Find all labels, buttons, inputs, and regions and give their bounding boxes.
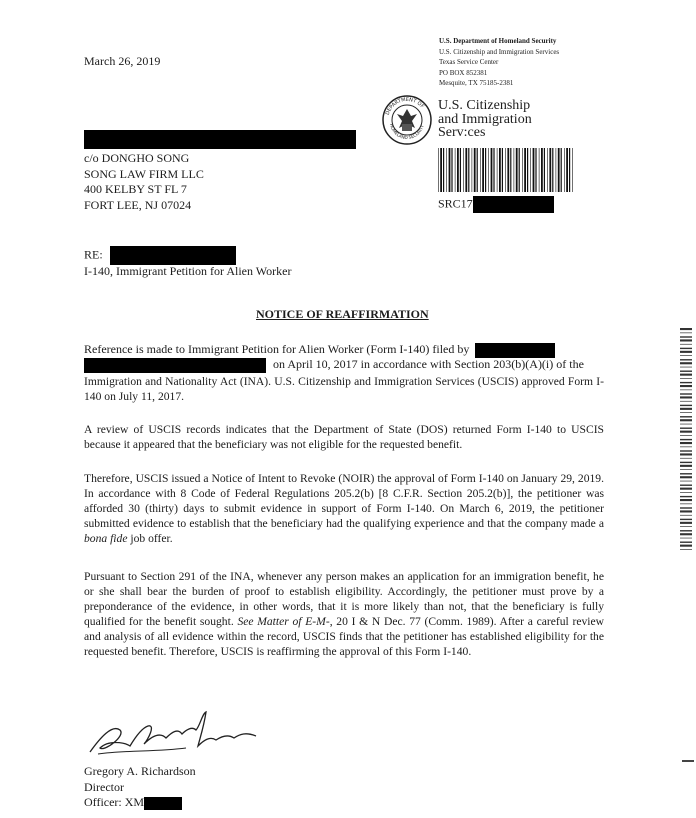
paragraph-2: A review of USCIS records indicates that the Department of State (DOS) returned Form I-140 to USCIS because it appeared that the beneficiary was not eligible for the requested benefit.	[84, 423, 604, 451]
signature-block	[84, 764, 196, 811]
redaction-bar	[84, 358, 266, 373]
redaction-bar	[110, 246, 236, 265]
receipt-number-line	[438, 196, 554, 213]
agency-city: Mesquite, TX 75185-2381	[439, 79, 514, 87]
address-line: FORT LEE, NJ 07024	[84, 197, 192, 212]
redaction-bar	[475, 343, 555, 358]
scan-mark	[682, 760, 694, 762]
handwritten-signature	[86, 706, 266, 764]
re-form: I-140, Immigrant Petition for Alien Worker	[84, 264, 292, 278]
receipt-prefix: SRC17	[438, 196, 473, 211]
scan-margin-barcode-icon	[680, 328, 692, 550]
uscis-logo-text	[438, 99, 532, 140]
address-line: SONG LAW FIRM LLC	[84, 166, 204, 181]
letter-date: March 26, 2019	[84, 54, 161, 68]
redaction-bar	[473, 196, 554, 213]
paragraph-1-rest: Immigration and Nationality Act (INA). U.S. Citizenship and Immigration Services (USCIS) approved Form I-140 on July 11, 2017.	[84, 375, 604, 403]
paragraph-1-line-2: on April 10, 2017 in accordance with Section 203(b)(A)(i) of the	[84, 357, 584, 373]
redaction-bar	[84, 130, 356, 149]
notice-title: NOTICE OF REAFFIRMATION	[256, 307, 429, 321]
recipient-address	[84, 151, 204, 213]
agency-department: U.S. Department of Homeland Security	[439, 37, 557, 45]
signer-name: Gregory A. Richardson	[84, 764, 196, 778]
agency-center: Texas Service Center	[439, 58, 499, 66]
uscis-logo-line3: Serv:ces	[438, 125, 486, 140]
agency-header	[439, 36, 559, 89]
uscis-logo-line2: and Immigration	[438, 111, 532, 127]
seal-text-top: DEPARTMENT OF	[384, 96, 426, 116]
dhs-seal-icon	[381, 94, 433, 146]
barcode-icon	[438, 148, 573, 192]
address-line: 400 KELBY ST FL 7	[84, 182, 187, 196]
seal-text-bottom: HOMELAND SECURITY	[388, 123, 426, 142]
uscis-logo-line1: U.S. Citizenship	[438, 98, 531, 113]
agency-po-box: PO BOX 852381	[439, 68, 488, 77]
paragraph-3: Therefore, USCIS issued a Notice of Intent to Revoke (NOIR) the approval of Form I-140 on January 29, 2019. In accordance with 8 Code of Federal Regulations 205.2(b) [8 C.F.R. Section 205.2(b)], the petitioner was afforded 30 (thirty) days to submit evidence in support of Form I-140. On March 6, 2019, the petitioner submitted evidence to establish that the beneficiary had the qualifying experience and that the company made a bona fide job offer.	[84, 472, 604, 545]
agency-division: U.S. Citizenship and Immigration Services	[439, 47, 560, 56]
paragraph-1-line-1: Reference is made to Immigrant Petition for Alien Worker (Form I-140) filed by	[84, 342, 555, 358]
italic-text: bona fide	[84, 532, 128, 545]
officer-line: Officer: XM	[84, 795, 196, 811]
signer-title: Director	[84, 779, 124, 794]
address-line: c/o DONGHO SONG	[84, 151, 190, 165]
redaction-bar	[144, 797, 182, 810]
paragraph-4: Pursuant to Section 291 of the INA, whenever any person makes an application for an immigration benefit, he or she shall bear the burden of proof to establish eligibility. Accordingly, the petitioner must prove by a preponderance of the evidence, in other words, that it is more likely than not, that the beneficiary is fully qualified for the benefit sought. See Matter of E-M-, 20 I & N Dec. 77 (Comm. 1989). After a careful review and analysis of all evidence within the record, USCIS finds that the petitioner has established eligibility for the requested benefit. Therefore, USCIS is reaffirming the approval of this Form I-140.	[84, 570, 605, 658]
re-line	[84, 246, 236, 265]
re-label: RE:	[84, 247, 103, 262]
italic-citation: See Matter of E-M-	[237, 615, 330, 628]
